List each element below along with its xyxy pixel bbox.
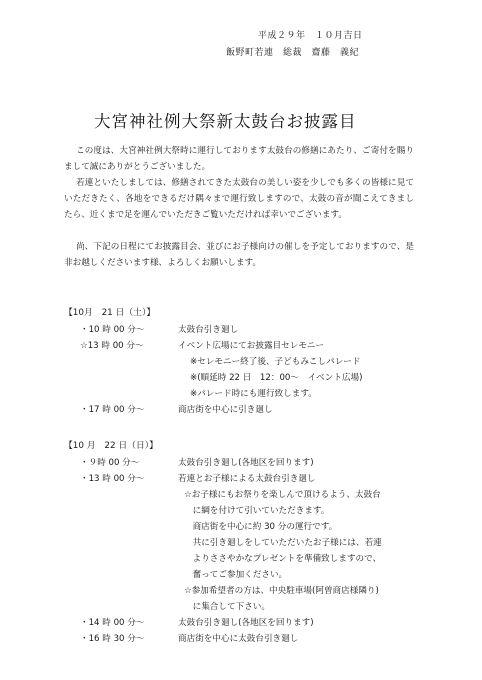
paragraph-text: 若連といたしましては、修繕されてきた太鼓台の美しい姿を少しでも多くの皆様に見ていただきたく、各地をできるだけ隅々まで運行致しますので、太鼓の音が聞こえてきましたら、近くまで足を運んでいただきご覧いただければ幸いでございます。 <box>64 178 414 220</box>
paragraph-thanks <box>64 143 414 175</box>
sender-organization: 飯野町若連 総裁 齋藤 義紀 <box>226 48 360 58</box>
document-date: 平成２９年 １０月吉日 <box>258 31 363 41</box>
schedule-note: ※セレモニー終了後、子どもみこしパレード <box>190 357 361 367</box>
schedule-note: ※(順延時 22 日 12：00～ イベント広場) <box>190 373 363 383</box>
schedule-note: ☆お子様にもお祭りを楽しんで頂けるよう、太鼓台 <box>184 490 381 500</box>
schedule-time: ・17 時 00 分～ <box>80 405 145 415</box>
schedule-activity: 太鼓台引き廻し(各地区を回ります) <box>178 458 314 468</box>
schedule-activity: 太鼓台引き廻し(各地区を回ります) <box>178 618 314 628</box>
schedule-note: 共に引き廻しをしていただいたお子様には、若連 <box>184 538 382 548</box>
schedule-time: ・14 時 00 分～ <box>80 618 145 628</box>
schedule-activity: 若連とお子様による太鼓台引き廻し <box>178 474 316 484</box>
schedule-activity: 太鼓台引き廻し <box>178 325 239 335</box>
schedule-note: に綱を付けて引いていただきます。 <box>184 506 330 516</box>
paragraph-request <box>64 175 414 223</box>
paragraph-text: 尚、下記の日程にてお披露目会、並びにお子様向けの催しを予定しておりますので、是非お越しくださいます様、よろしくお願いします。 <box>64 242 414 268</box>
schedule-time: ・16 時 30 分～ <box>80 634 145 644</box>
paragraph-text: この度は、大宮神社例大祭時に運行しております太鼓台の修繕にあたり、ご寄付を賜りまして誠にありがとうございました。 <box>64 146 414 172</box>
schedule-time: ・９時 00 分～ <box>80 458 140 468</box>
schedule-time: ・13 時 00 分～ <box>80 474 145 484</box>
schedule-note: 奮ってご参加ください。 <box>184 570 288 580</box>
document-title: 大宮神社例大祭新太鼓台お披露目 <box>94 112 357 131</box>
schedule-note: に集合して下さい。 <box>184 602 270 612</box>
schedule-heading: 【10月 21 日（土）】 <box>64 308 156 318</box>
paragraph-schedule-intro <box>64 239 414 271</box>
schedule-activity: 商店街を中心に太鼓台引き廻し <box>178 634 299 644</box>
schedule-time: ・10 時 00 分～ <box>80 325 145 335</box>
schedule-activity: イベント広場にてお披露目セレモニー <box>178 341 325 351</box>
schedule-note: 商店街を中心に約 30 分の運行です。 <box>184 522 338 532</box>
schedule-note: よりささやかなプレゼントを準備致しますので、 <box>184 554 382 564</box>
schedule-time: ☆13 時 00 分～ <box>80 341 144 351</box>
schedule-heading: 【10 月 22 日（日）】 <box>64 441 158 451</box>
schedule-note: ※パレード時にも運行致します。 <box>190 389 317 399</box>
schedule-activity: 商店街を中心に引き廻し <box>178 405 273 415</box>
schedule-note: ☆参加希望者の方は、中央駐車場(阿曽商店様隣り) <box>184 586 379 596</box>
